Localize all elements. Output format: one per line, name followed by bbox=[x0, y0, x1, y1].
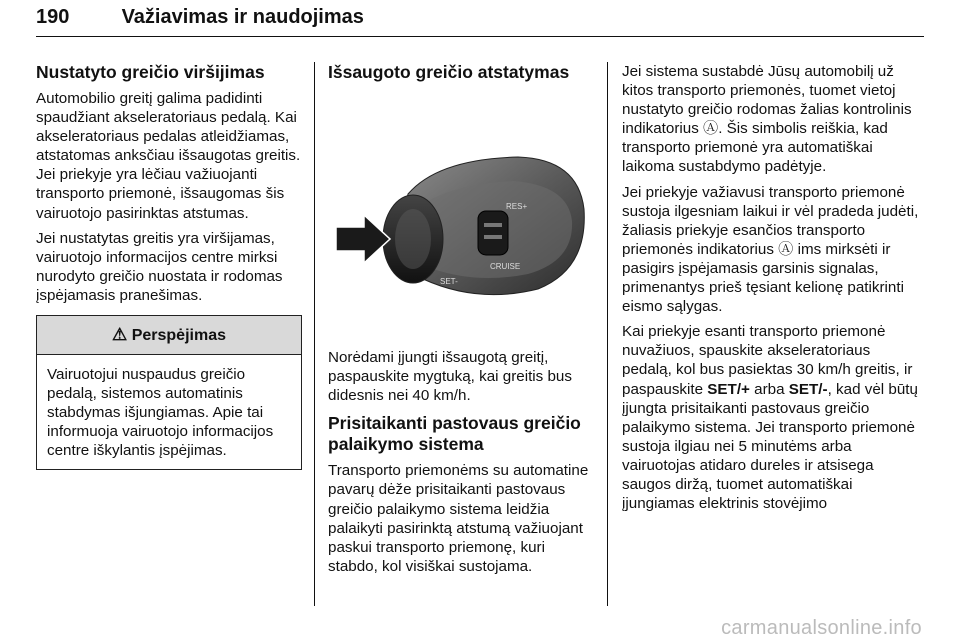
warning-title: Perspėjimas bbox=[131, 327, 226, 345]
set-label: SET- bbox=[440, 277, 458, 286]
section-heading: Nustatyto greičio viršijimas bbox=[36, 62, 265, 82]
text-run: Kai priekyje esanti transporto priemonė nuvažiuos, spauskite akseleratoriaus pedalą, kol bus pasiektas 30 km/h greitis, ir paspauskite bbox=[622, 323, 913, 398]
text-run: . Šis simbolis reiškia, kad transporto priemonė yra automatiškai laikoma sustabdymo padėtyje. bbox=[622, 120, 888, 176]
page-header bbox=[36, 6, 364, 29]
res-label: RES+ bbox=[506, 202, 528, 211]
chapter-title: Važiavimas ir naudojimas bbox=[121, 6, 364, 28]
warning-box bbox=[36, 315, 302, 469]
page-number: 190 bbox=[36, 6, 70, 28]
column-1 bbox=[36, 62, 302, 470]
cruise-label: CRUISE bbox=[490, 262, 521, 271]
column-divider bbox=[314, 62, 315, 606]
watermark: carmanualsonline.info bbox=[721, 617, 922, 639]
column-2 bbox=[328, 62, 592, 582]
section-heading: Išsaugoto greičio atstatymas bbox=[328, 62, 570, 82]
column-3 bbox=[622, 62, 922, 519]
paragraph bbox=[622, 322, 922, 513]
cruise-control-stalk-illustration bbox=[328, 99, 592, 331]
set-minus-key: SET/- bbox=[788, 380, 828, 398]
header-rule bbox=[36, 36, 924, 37]
paragraph: Automobilio greitį galima padidinti spaudžiant akseleratoriaus pedalą. Kai akseleratoriaus pedalas atleidžiamas, atstatomas anksčiau išsaugotas greitis. Jei priekyje yra lėčiau važiuojanti transporto priemonė, išsaugomas šis vairuotojo pasirinktas atstumas. bbox=[36, 90, 301, 222]
warning-text: Vairuotojui nuspaudus greičio pedalą, sistemos automatinis stabdymas išjungiamas. Apie tai informuoja vairuotojo informacijos centre iškylantis įspėjimas. bbox=[47, 366, 274, 460]
column-divider bbox=[607, 62, 608, 606]
text-run: arba bbox=[749, 380, 789, 398]
paragraph: Jei nustatytas greitis yra viršijamas, vairuotojo informacijos centre mirksi nurodyto greičio nuostata ir rodomas įspėjamasis pranešimas. bbox=[36, 229, 283, 304]
text-run: ims mirksėti ir pasigirs įspėjamasis garsinis signalas, primenantys prieš tęsiant kelionę patikrinti eismo sąlygas. bbox=[622, 240, 904, 316]
auto-hold-indicator-icon: Ⓐ bbox=[778, 240, 794, 258]
text-run: Jei priekyje važiavusi transporto priemonė sustoja ilgesniam laikui ir vėl pradeda judėti, žaliasis priekyje esančios transporto priemonės indikatorius bbox=[622, 183, 919, 258]
paragraph: Transporto priemonėms su automatine pavarų dėže prisitaikanti pastovaus greičio palaikymo sistema leidžia palaikyti pasirinktą atstumą važiuojant paskui transporto priemonę, kuri stabdo, kol visiškai sustojama. bbox=[328, 462, 589, 575]
text-run: , kad vėl būtų įjungta prisitaikanti pastovaus greičio palaikymo sistema. Jei transporto priemonė sustoja ilgiau nei 5 minutėms arba vairuotojas atidaro dureles ir atsisega saugos diržą, tuomet automatiškai įjungiamas elektrinis stovėjimo bbox=[622, 380, 918, 513]
paragraph bbox=[622, 183, 922, 317]
section-heading: Prisitaikanti pastovaus greičio palaikymo sistema bbox=[328, 413, 581, 455]
auto-hold-indicator-icon: Ⓐ bbox=[703, 120, 719, 138]
warning-triangle-icon: ⚠ bbox=[112, 325, 128, 345]
paragraph: Norėdami įjungti išsaugotą greitį, paspauskite mygtuką, kai greitis bus didesnis nei 40 km/h. bbox=[328, 349, 572, 405]
paragraph bbox=[622, 62, 922, 177]
set-plus-key: SET/+ bbox=[707, 380, 750, 398]
warning-header bbox=[37, 316, 301, 355]
text-run: Jei sistema sustabdė Jūsų automobilį už kitos transporto priemonės, tuomet vietoj nustatyto greičio rodomas žalias kontrolinis indikatorius bbox=[622, 63, 912, 138]
